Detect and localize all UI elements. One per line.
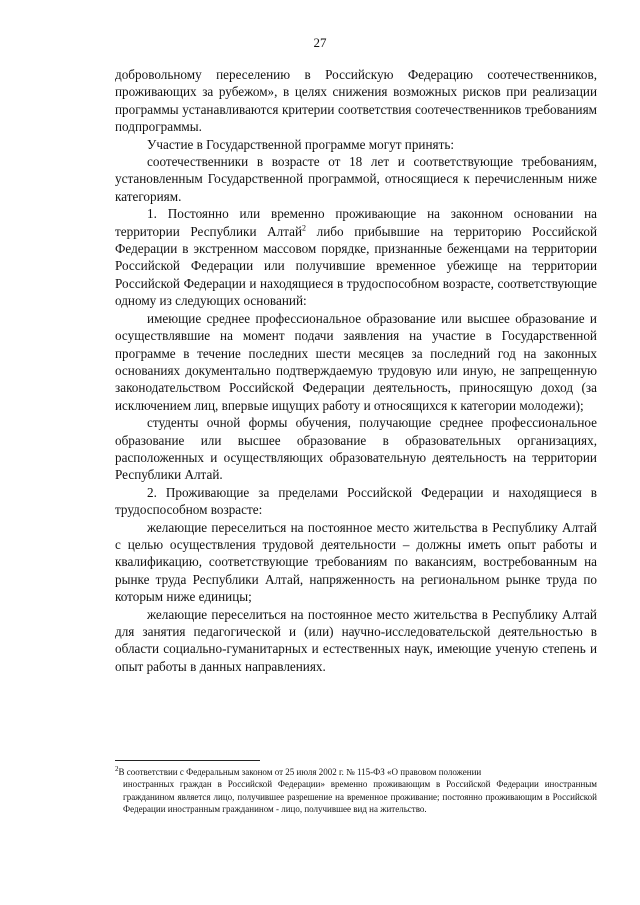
- paragraph: [115, 205, 597, 309]
- footnote: [115, 766, 597, 816]
- footnote-text: В соответствии с Федеральным законом от 25 июля 2002 г. № 115-ФЗ «О правовом положении: [118, 767, 482, 777]
- paragraph: соотечественники в возрасте от 18 лет и соответствующие требованиям, установленным Государственной программой, относящиеся к перечисленным ниже категориям.: [115, 154, 597, 204]
- footnote-reference: 2: [302, 223, 307, 233]
- footnote-separator: [115, 760, 260, 761]
- paragraph-text: либо прибывшие на территорию Российской Федерации в экстренном массовом порядке, признанные беженцами на территории Российской Федерации или получившие временное убежище на территории Российской Федерации и находящиеся в трудоспособном возрасте, соответствующие одному из следующих оснований:: [115, 223, 598, 309]
- footnote-mark: 2: [115, 765, 119, 773]
- paragraph: имеющие среднее профессиональное образование или высшее образование и осуществлявшие на момент подачи заявления на участие в Государственной программе в течение последних шести месяцев за последний год на законных основаниях документально подтверждаемую трудовую или иную, не запрещенную законодательством Российской Федерации деятельность, приносящую доход (за исключением лиц, впервые ищущих работу и относящихся к категории молодежи);: [115, 310, 597, 413]
- paragraph-text: 1. Постоянно или временно проживающие на законном основании на территории Республики Алтай: [115, 206, 597, 239]
- paragraph: студенты очной формы обучения, получающие среднее профессиональное образование или высшее образование в образовательных организациях, расположенных и осуществляющих образовательную деятельность на территории Республики Алтай.: [115, 415, 597, 483]
- footnote-first-line: [115, 766, 597, 778]
- paragraph: 2. Проживающие за пределами Российской Федерации и находящиеся в трудоспособном возрасте:: [115, 484, 597, 518]
- paragraph: добровольному переселению в Российскую Федерацию соотечественников, проживающих за рубежом», в целях снижения возможных рисков при реализации программы устанавливаются критерии соответствия соотечественников требованиям подпрограммы.: [115, 67, 597, 135]
- paragraph: желающие переселиться на постоянное место жительства в Республику Алтай для занятия педагогической и (или) научно-исследовательской деятельностью в области социально-гуманитарных и естественных наук, имеющие ученую степень и опыт работы в данных направлениях.: [115, 606, 597, 674]
- page-number: 27: [313, 35, 327, 50]
- paragraph: желающие переселиться на постоянное место жительства в Республику Алтай с целью осуществления трудовой деятельности – должны иметь опыт работы и квалификацию, соответствующие требованиям по вакансиям, востребованным на рынке труда Республики Алтай, напряженность на региональном рынке труда по которым ниже единицы;: [115, 519, 597, 605]
- paragraph: Участие в Государственной программе могут принять:: [147, 136, 455, 152]
- footnote-continuation: иностранных граждан в Российской Федерации» временно проживающим в Российской Федерации иностранным гражданином является лицо, получившее разрешение на временное проживание; постоянно проживающим в Российской Федерации иностранным гражданином - лицо, получившее вид на жительство.: [123, 779, 597, 815]
- body-text: [115, 66, 597, 675]
